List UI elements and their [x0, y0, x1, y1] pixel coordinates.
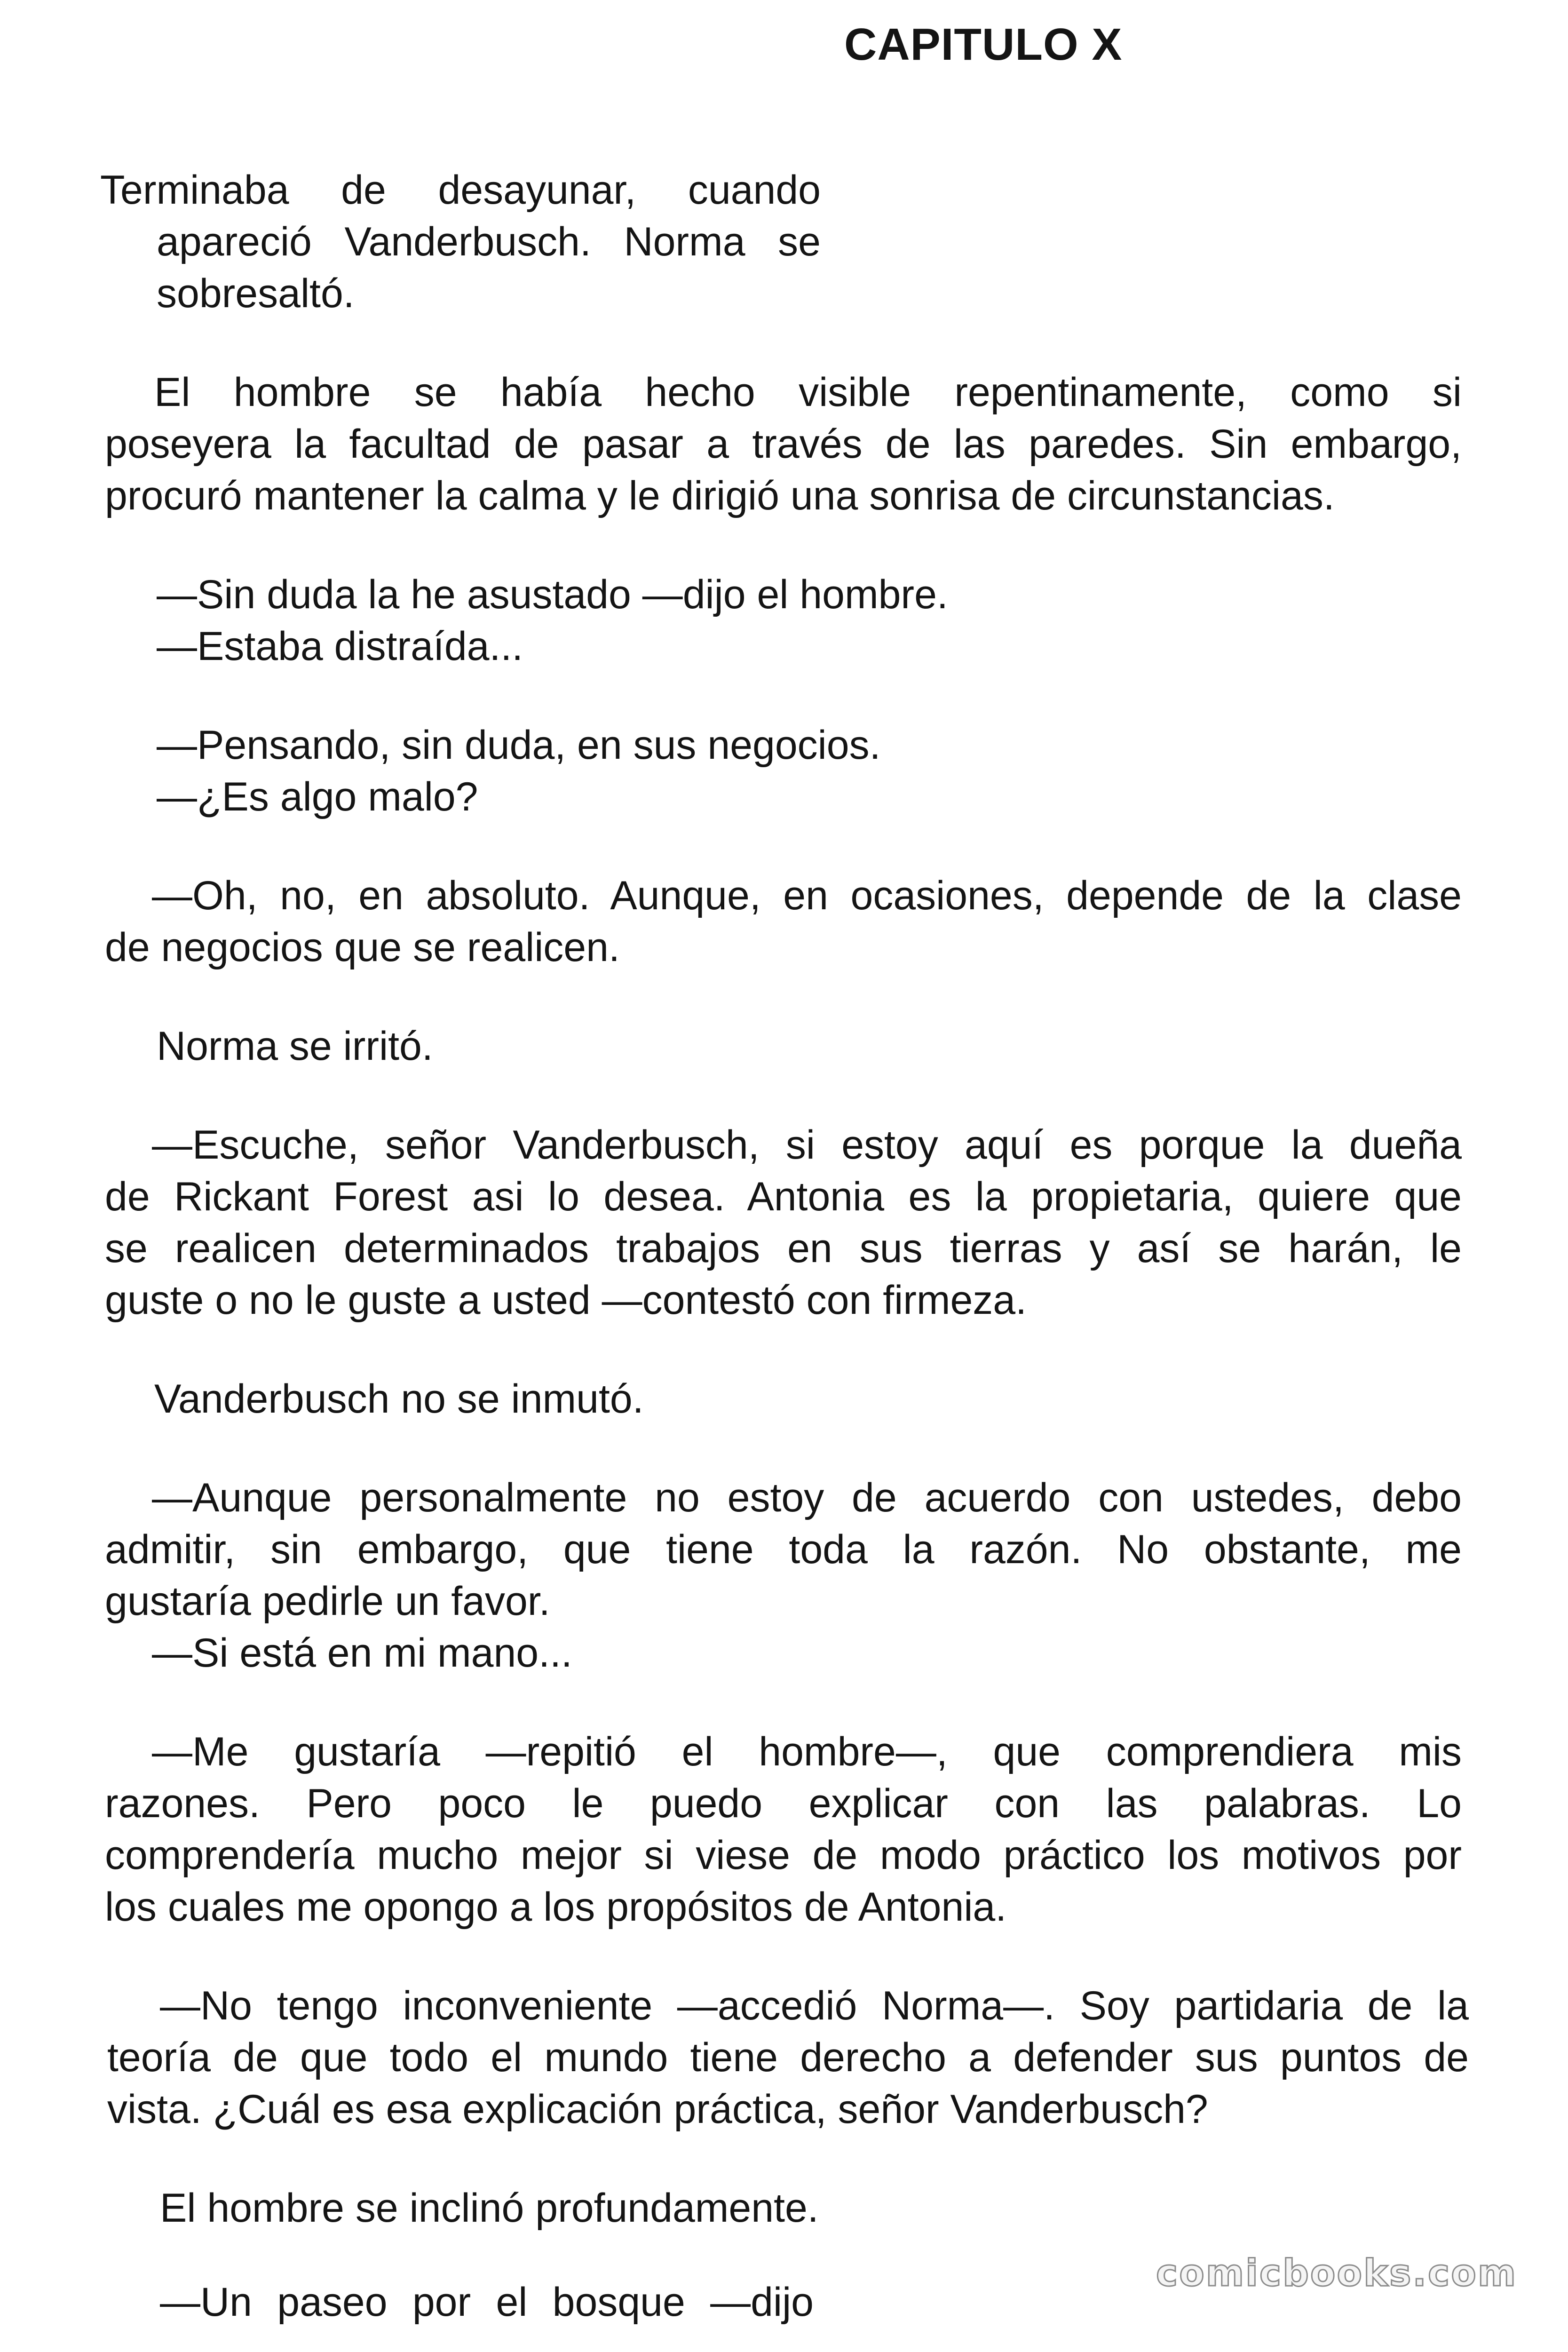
text-line: admitir, sin embargo, que tiene toda la razón. No obstante, me — [105, 1527, 1462, 1572]
text-line: gustaría pedirle un favor. — [105, 1579, 550, 1624]
text-line: El hombre se inclinó profundamente. — [160, 2185, 819, 2231]
text-line: Norma se irritó. — [157, 1024, 433, 1069]
chapter-title: CAPITULO X — [844, 19, 1123, 70]
text-line: —¿Es algo malo? — [157, 774, 478, 819]
text-line: sobresaltó. — [157, 271, 355, 316]
text-line: El hombre se había hecho visible repentinamente, como si — [154, 370, 1462, 415]
text-line: —Aunque personalmente no estoy de acuerdo con ustedes, debo — [152, 1475, 1462, 1520]
text-line: —Me gustaría —repitió el hombre—, que comprendiera mis — [152, 1729, 1462, 1774]
watermark-logo: comicbooks.com — [1156, 2252, 1518, 2295]
text-line: se realicen determinados trabajos en sus tierras y así se harán, le — [105, 1226, 1462, 1271]
text-line: —Un paseo por el bosque —dijo — [160, 2280, 814, 2325]
text-line: poseyera la facultad de pasar a través de las paredes. Sin embargo, — [105, 421, 1462, 467]
text-line: Vanderbusch no se inmutó. — [154, 1376, 644, 1422]
text-line: vista. ¿Cuál es esa explicación práctica, señor Vanderbusch? — [107, 2087, 1208, 2132]
text-line: guste o no le guste a usted —contestó con firmeza. — [105, 1278, 1027, 1323]
text-line: procuró mantener la calma y le dirigió una sonrisa de circunstancias. — [105, 473, 1335, 518]
text-line: teoría de que todo el mundo tiene derecho a defender sus puntos de — [107, 2035, 1469, 2080]
text-line: —Escuche, señor Vanderbusch, si estoy aquí es porque la dueña — [152, 1122, 1462, 1168]
text-line: —Si está en mi mano... — [152, 1630, 572, 1676]
text-line: de Rickant Forest asi lo desea. Antonia es la propietaria, quiere que — [105, 1174, 1462, 1219]
text-line: comprendería mucho mejor si viese de modo práctico los motivos por — [105, 1833, 1462, 1878]
text-line: —Oh, no, en absoluto. Aunque, en ocasiones, depende de la clase — [152, 873, 1462, 918]
text-line: de negocios que se realicen. — [105, 925, 620, 970]
text-line: razones. Pero poco le puedo explicar con las palabras. Lo — [105, 1781, 1462, 1826]
text-line: —Sin duda la he asustado —dijo el hombre. — [157, 572, 948, 617]
text-line: —No tengo inconveniente —accedió Norma—. Soy partidaria de la — [160, 1983, 1469, 2028]
text-line: —Estaba distraída... — [157, 624, 523, 669]
text-line: Terminaba de desayunar, cuando — [100, 167, 821, 213]
text-line: apareció Vanderbusch. Norma se — [157, 219, 821, 264]
text-line: los cuales me opongo a los propósitos de Antonia. — [105, 1884, 1007, 1930]
text-line: —Pensando, sin duda, en sus negocios. — [157, 723, 881, 768]
